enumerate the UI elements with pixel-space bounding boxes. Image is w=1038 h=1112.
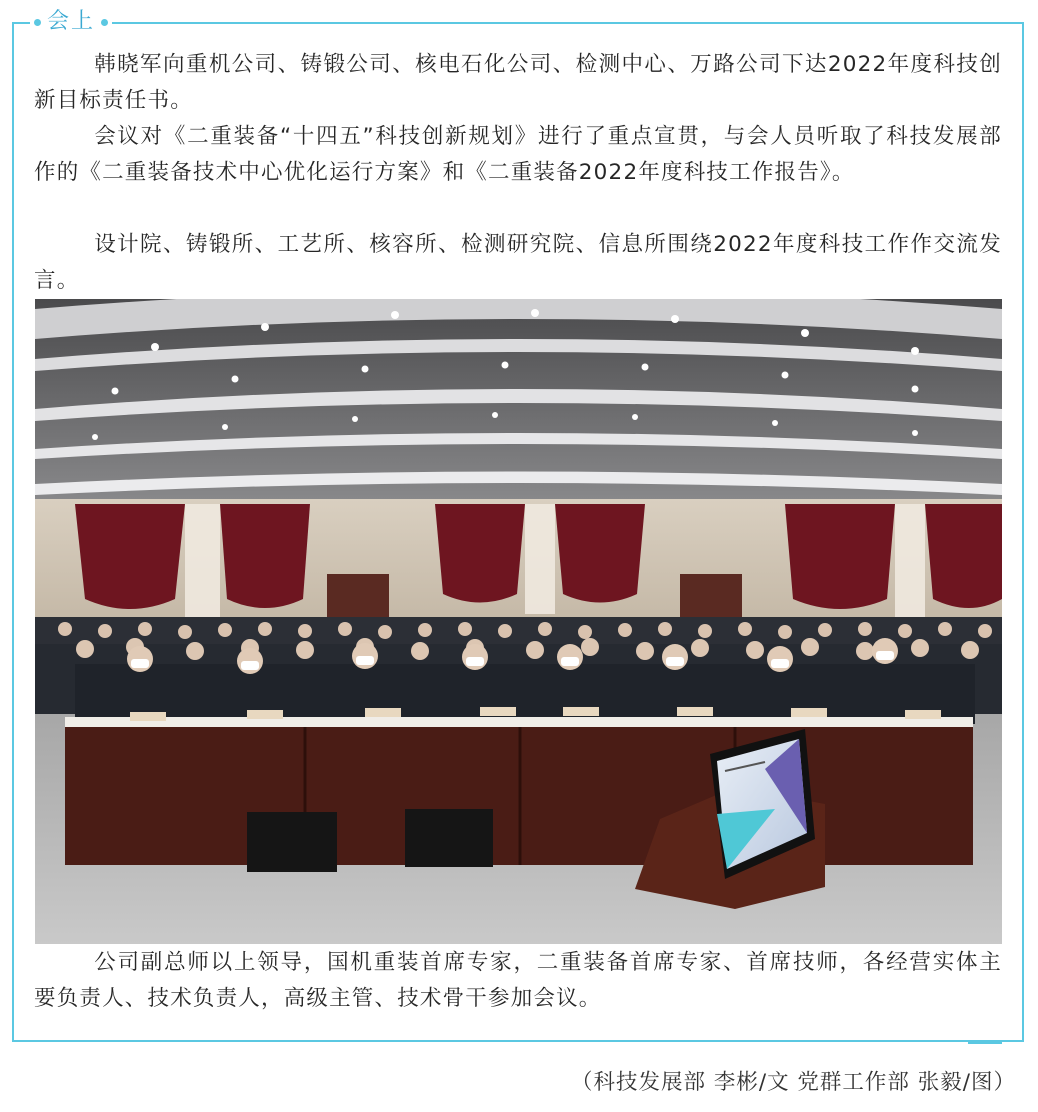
paragraph-2: 会议对《二重装备“十四五”科技创新规划》进行了重点宣贯，与会人员听取了科技发展部作的《二重装备技术中心优化运行方案》和《二重装备2022年度科技工作报告》。 <box>34 124 1002 185</box>
section-heading-text: 会上 <box>47 9 96 34</box>
photo-text-credit: （科技发展部 李彬/文 党群工作部 张毅/图） <box>571 1070 1016 1095</box>
meeting-photo <box>35 299 1002 944</box>
paragraph-1: 韩晓军向重机公司、铸锻公司、核电石化公司、检测中心、万路公司下达2022年度科技创新目标责任书。 <box>34 52 1002 113</box>
frame-accent-bar <box>968 1040 1002 1044</box>
paragraph-4: 公司副总师以上领导，国机重装首席专家，二重装备首席专家、首席技师，各经营实体主要负责人、技术负责人，高级主管、技术骨干参加会议。 <box>34 950 1002 1011</box>
heading-dot-right-icon <box>101 19 108 26</box>
section-heading <box>30 8 112 36</box>
paragraph-3: 设计院、铸锻所、工艺所、核容所、检测研究院、信息所围绕2022年度科技工作作交流发言。 <box>34 232 1002 293</box>
heading-dot-left-icon <box>34 19 41 26</box>
